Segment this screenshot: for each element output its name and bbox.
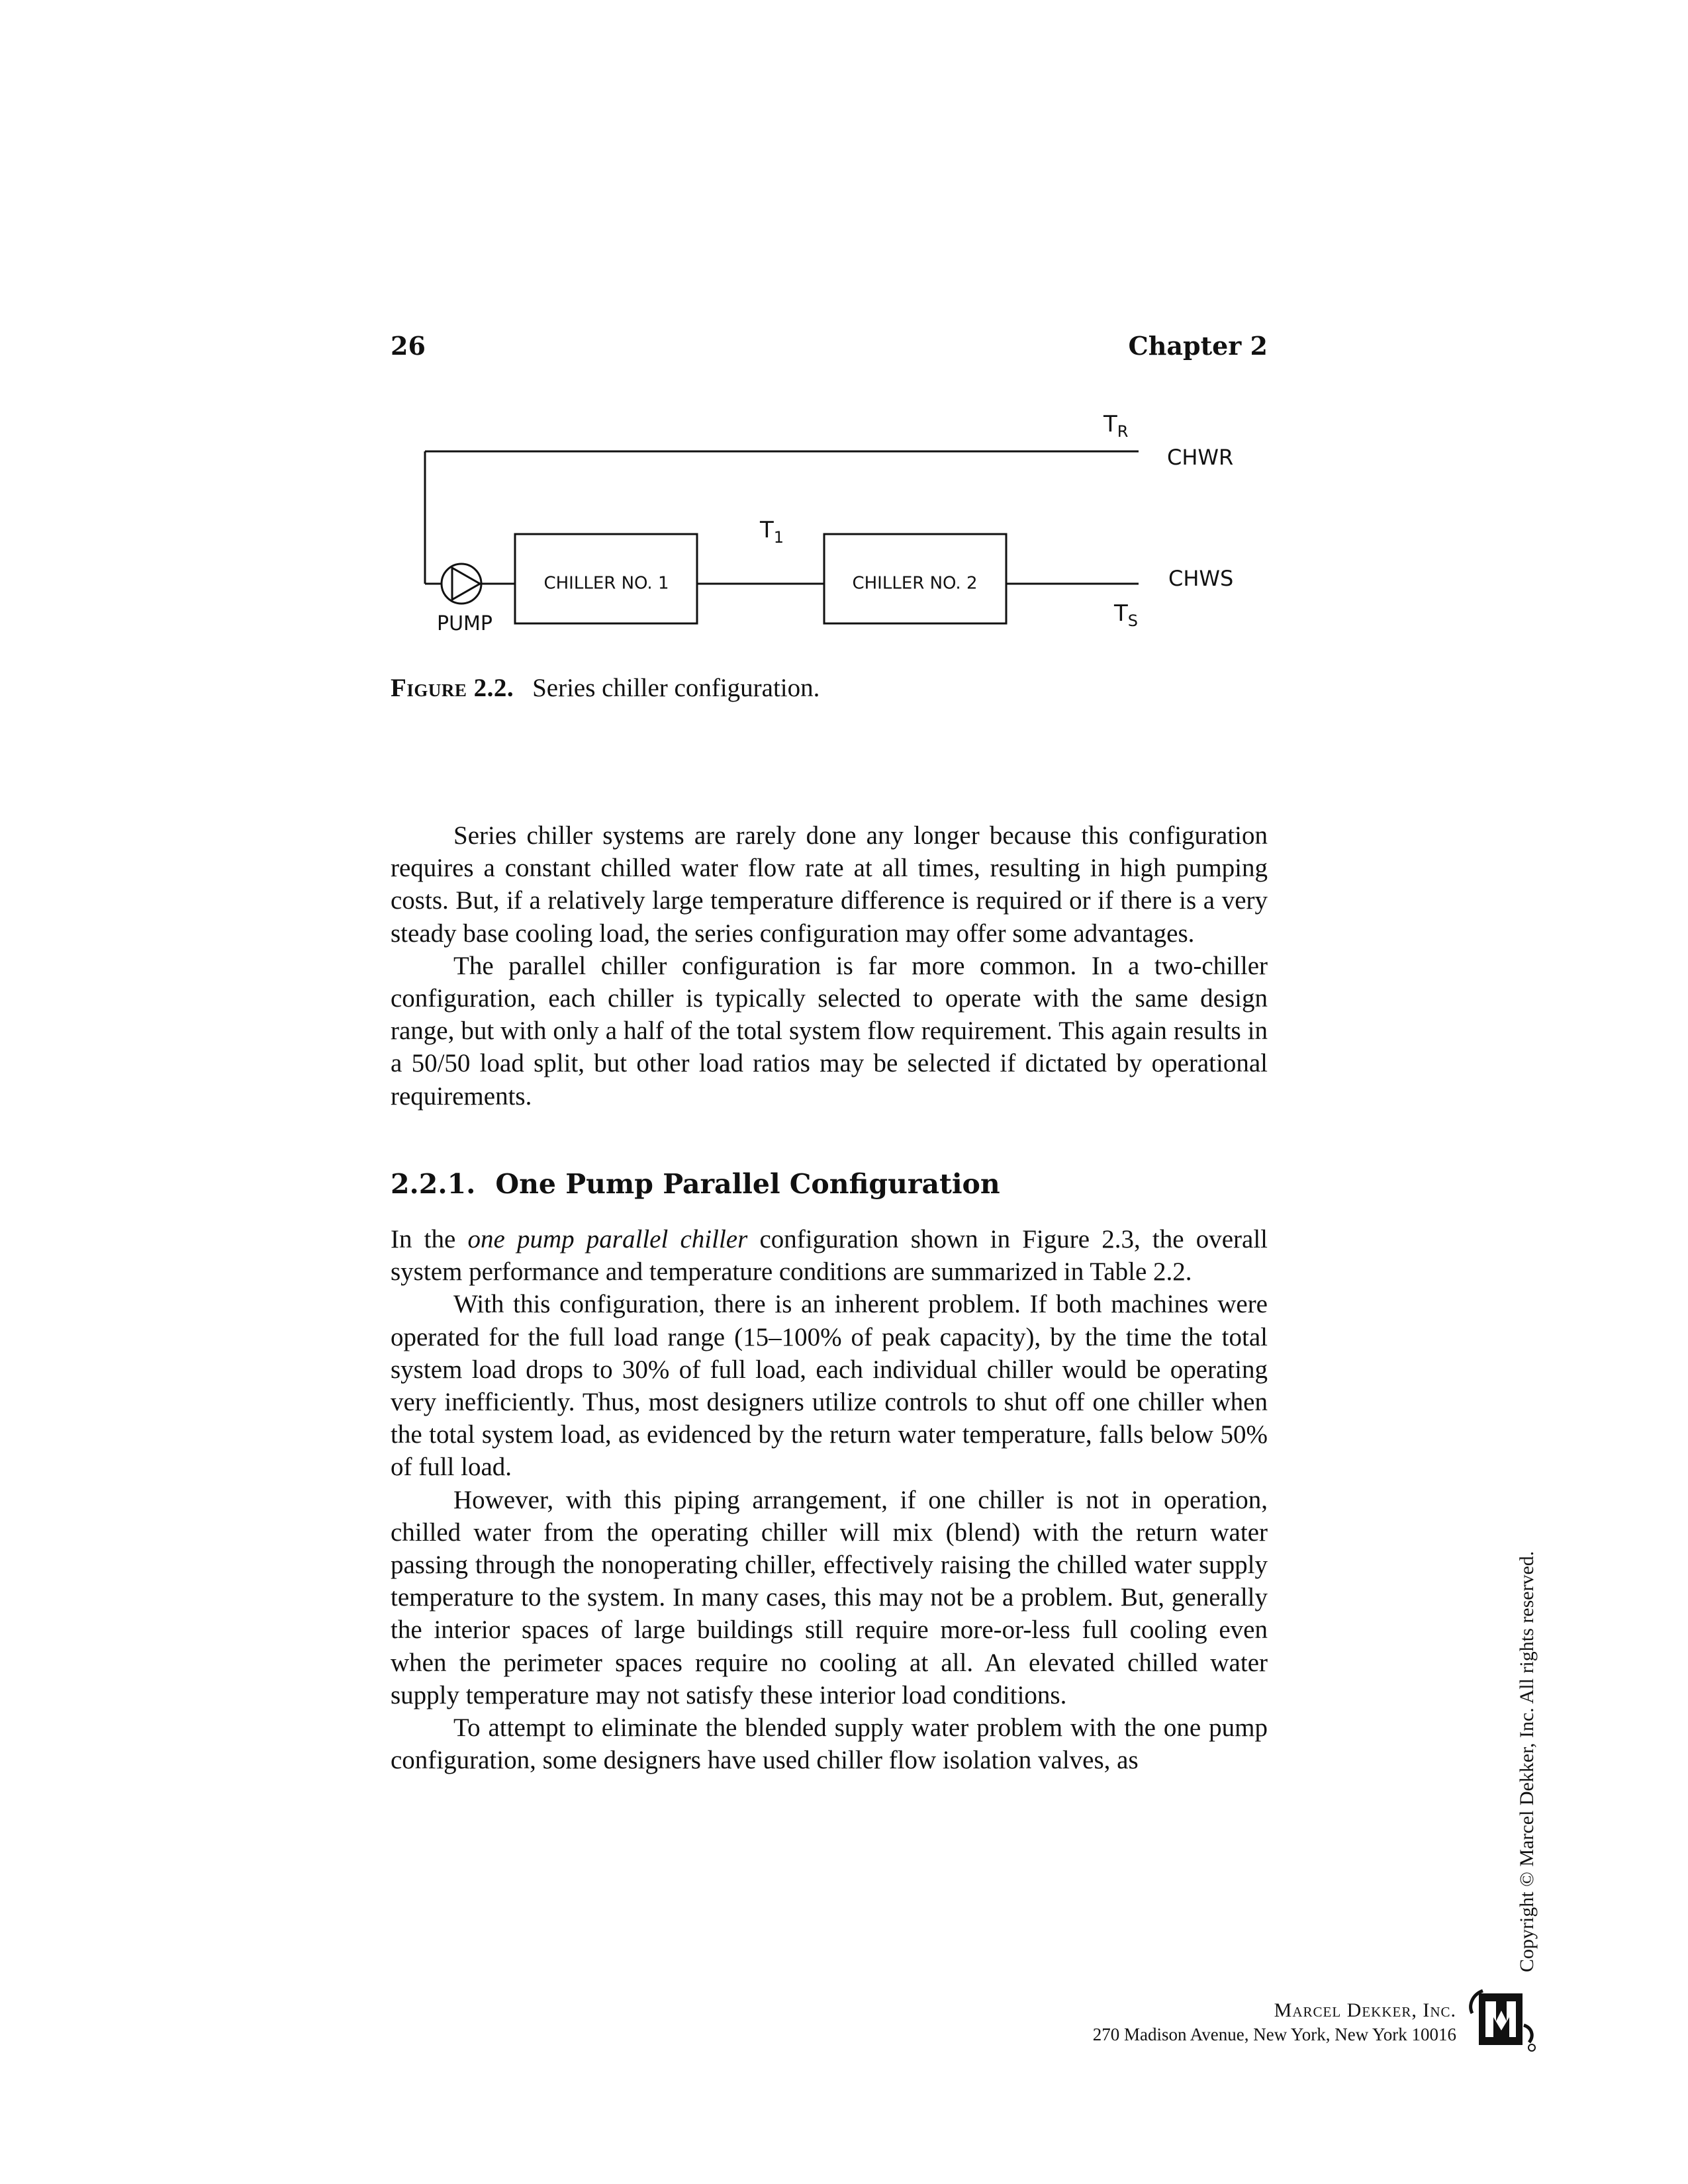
italic-term: one pump parallel chiller [467,1225,748,1253]
pump-symbol-icon [442,564,481,604]
body-text-lower [391,1223,1268,1776]
tr-label: $T_R$ [1103,411,1129,441]
section-title: One Pump Parallel Configuration [495,1168,1000,1200]
figure-caption [391,672,1268,705]
publisher-address: 270 Madison Avenue, New York, New York 10016 [1092,2025,1456,2044]
chws-label: CHWS [1168,566,1234,591]
copyright-notice: Copyright © Marcel Dekker, Inc. All rights reserved. [1516,1551,1538,1972]
body-text-upper [391,819,1268,1113]
series-chiller-diagram [391,397,1268,649]
publisher-footer [1046,1999,1456,2046]
section-number: 2.2.1. [391,1168,476,1200]
figure-caption-label: Figure 2.2. [391,674,514,702]
publisher-logo-icon [1463,1979,1542,2058]
chwr-label: CHWR [1167,445,1234,470]
paragraph: Series chiller systems are rarely done any longer because this configuration requires a constant chilled water flow rate at all times, resulting in high pumping costs. But, if a relatively large temperature difference is required or if there is a very steady base cooling load, the series configuration may offer some advantages. [391,821,1268,948]
ts-label: $T_S$ [1114,600,1139,630]
chapter-title: Chapter 2 [1128,331,1268,361]
chiller-1-label: CHILLER NO. 1 [543,573,669,594]
chiller-2-label: CHILLER NO. 2 [852,573,978,594]
paragraph: However, with this piping arrangement, if one chiller is not in operation, chilled water from the operating chiller will mix (blend) with the return water passing through the nonoperating chiller, effectively raising the chilled water supply temperature to the system. In many cases, this may not be a problem. But, generally the interior spaces of large buildings still require more-or-less full cooling even when the perimeter spaces require no cooling at all. An elevated chilled water supply temperature may not satisfy these interior load conditions. [391,1485,1268,1709]
pump-label: PUMP [437,612,493,635]
t1-label: $T_1$ [760,517,784,547]
paragraph-intro: In the one pump parallel chiller configuration shown in Figure 2.3, the overall system performance and temperature conditions are summarized in Table 2.2. [391,1225,1268,1287]
figure-caption-text: Series chiller configuration. [532,674,820,702]
section-heading [391,1168,1268,1200]
paragraph: To attempt to eliminate the blended supply water problem with the one pump configuration, some designers have used chiller flow isolation valves, as [391,1713,1268,1775]
running-header [391,331,1268,371]
paragraph: With this configuration, there is an inherent problem. If both machines were operated for the full load range (15–100% of peak capacity), by the time the total system load drops to 30% of full load, each individual chiller would be operating very inefficiently. Thus, most designers utilize controls to shut off one chiller when the total system load, as evidenced by the return water temperature, falls below 50% of full load. [391,1290,1268,1482]
paragraph: The parallel chiller configuration is far more common. In a two-chiller configuration, each chiller is typically selected to operate with the same design range, but with only a half of the total system flow requirement. This again results in a 50/50 load split, but other load ratios may be selected if dictated by operational requirements. [391,951,1268,1111]
publisher-name: Marcel Dekker, Inc. [1274,1999,1456,2021]
page-number: 26 [391,331,426,361]
